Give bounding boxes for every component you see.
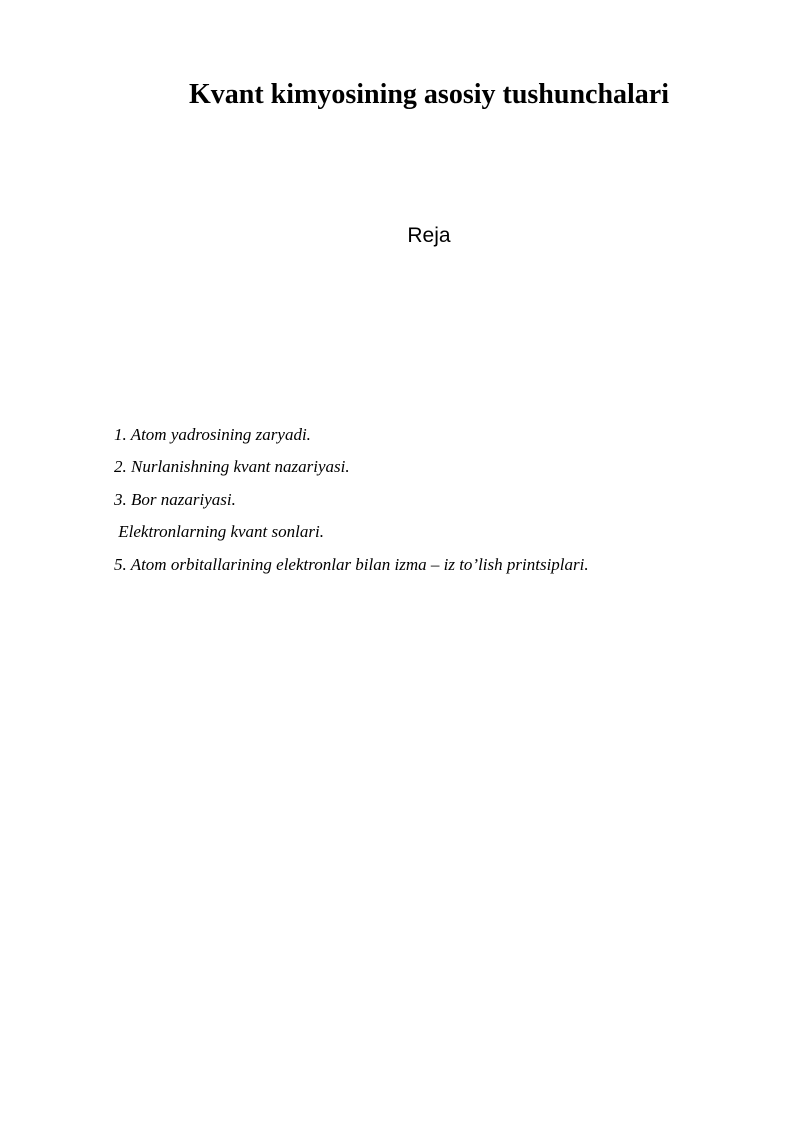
plan-item: 3. Bor nazariyasi. bbox=[114, 489, 236, 509]
plan-item: 5. Atom orbitallarining elektronlar bilan izma – iz to’lish printsiplari. bbox=[114, 554, 589, 574]
plan-heading: Reja bbox=[407, 224, 451, 247]
plan-list bbox=[114, 424, 589, 586]
plan-item: 2. Nurlanishning kvant nazariyasi. bbox=[114, 457, 350, 477]
plan-item: 1. Atom yadrosining zaryadi. bbox=[114, 425, 311, 444]
plan-item: Elektronlarning kvant sonlari. bbox=[114, 522, 324, 542]
document-title: Kvant kimyosining asosiy tushunchalari bbox=[188, 79, 670, 110]
